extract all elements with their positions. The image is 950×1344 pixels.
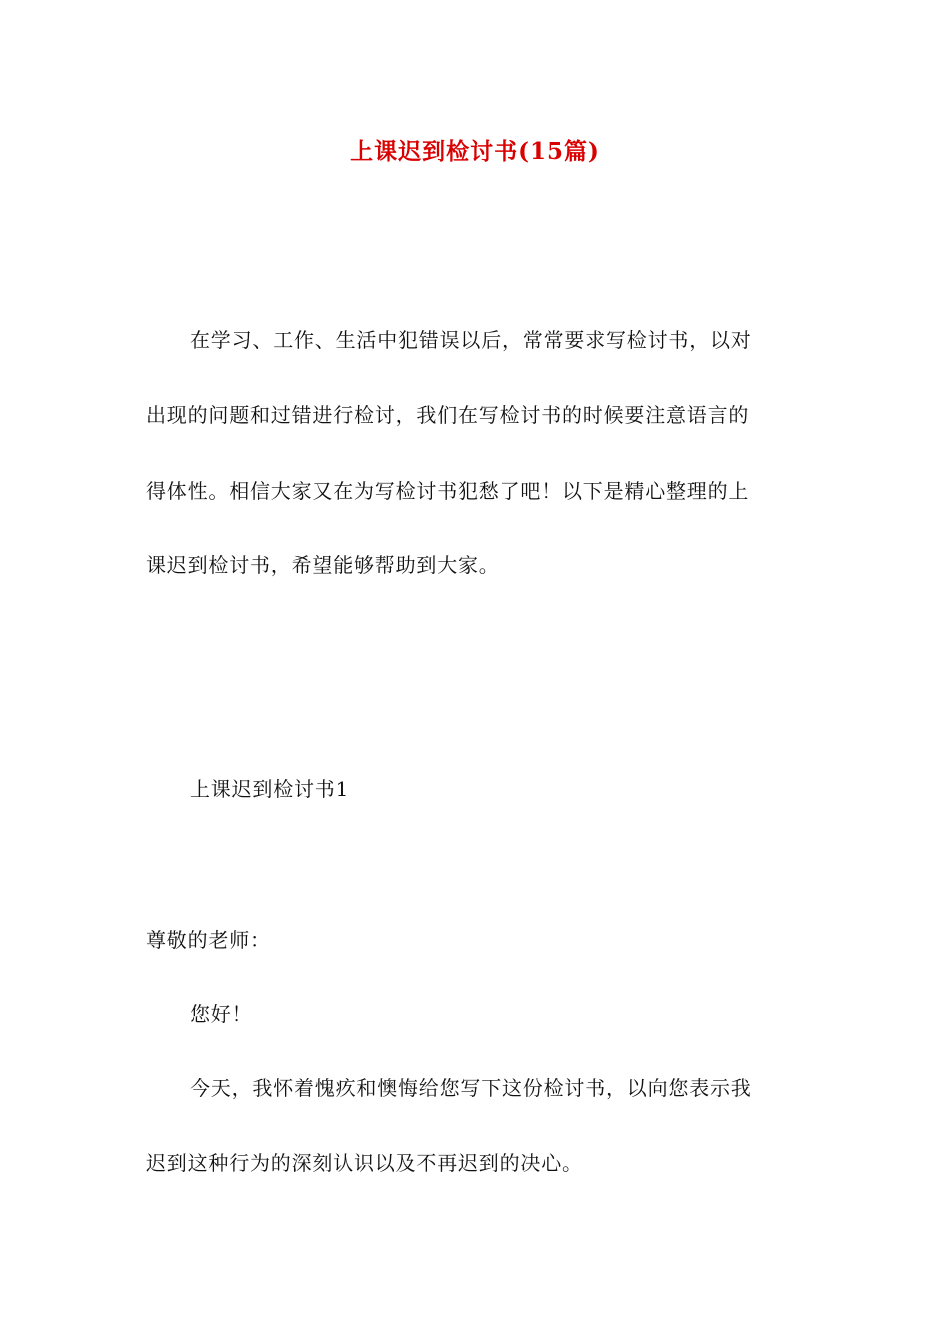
intro-line-2: 出现的问题和过错进行检讨，我们在写检讨书的时候要注意语言的	[146, 403, 750, 427]
body-line-1: 今天，我怀着愧疚和懊悔给您写下这份检讨书，以向您表示我	[190, 1076, 752, 1100]
document-title: 上课迟到检讨书(15篇)	[350, 138, 600, 165]
intro-line-3: 得体性。相信大家又在为写检讨书犯愁了吧！以下是精心整理的上	[146, 479, 750, 503]
greeting: 您好！	[190, 1002, 253, 1026]
body-line-2: 迟到这种行为的深刻认识以及不再迟到的决心。	[146, 1151, 583, 1175]
section-heading: 上课迟到检讨书1	[190, 777, 350, 801]
intro-line-1: 在学习、工作、生活中犯错误以后，常常要求写检讨书，以对	[190, 328, 752, 352]
salutation: 尊敬的老师：	[146, 928, 271, 952]
intro-line-4: 课迟到检讨书，希望能够帮助到大家。	[146, 553, 500, 577]
